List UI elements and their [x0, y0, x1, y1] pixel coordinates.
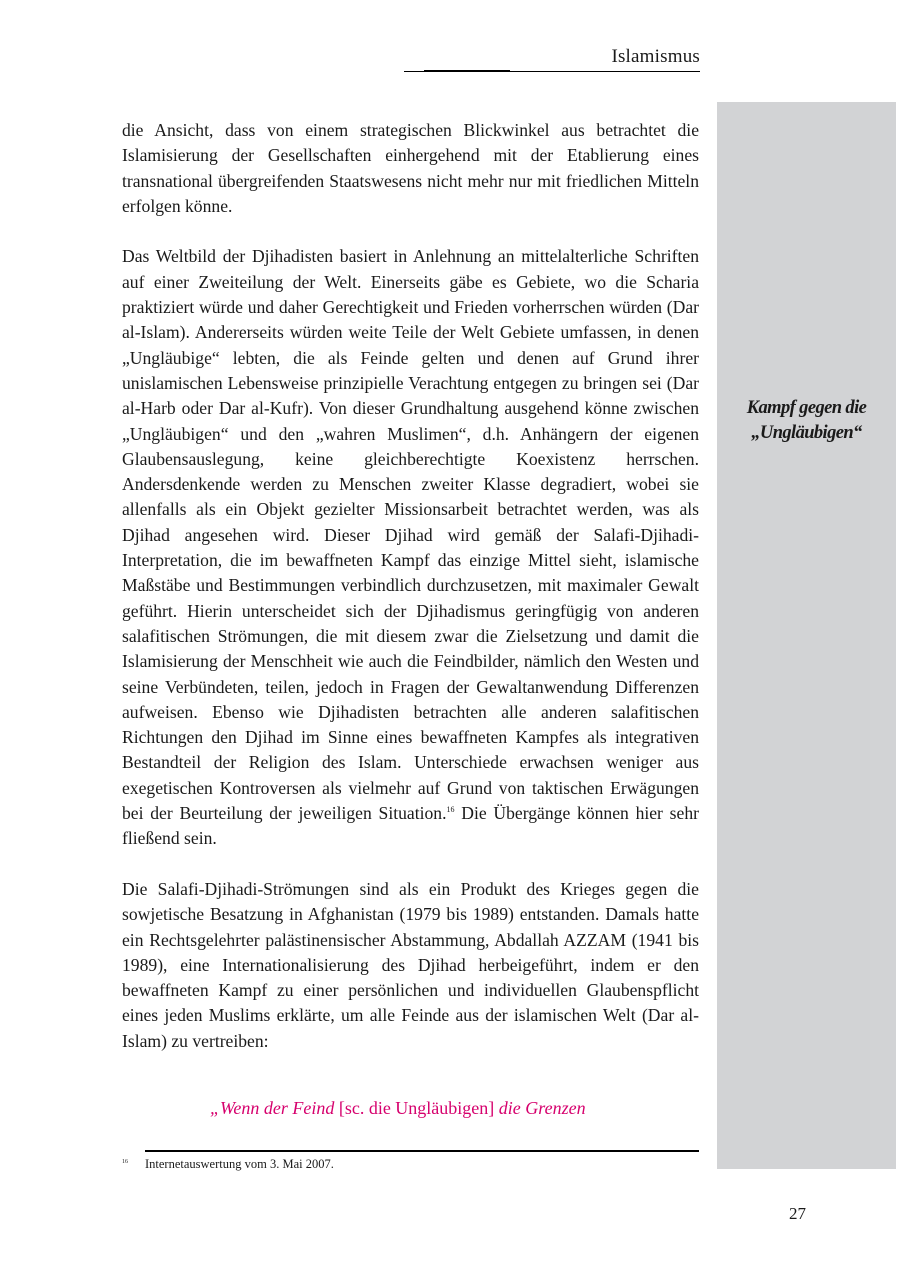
- margin-note: [717, 396, 896, 446]
- paragraph-2-text: Das Weltbild der Djihadisten basiert in Anlehnung an mittelalterliche Schriften auf einer Zweiteilung der Welt. Einerseits gäbe es Gebiete, wo die Scharia praktiziert würde und daher Gerechtigkeit und Frieden vorherrschen würden (Dar al-Islam). Andererseits würden weite Teile der Welt Gebiete umfassen, in denen „Ungläubige“ lebten, die als Feinde gelten und denen auf Grund ihrer unislamischen Lebensweise prinzipielle Verachtung entgegen zu bringen sei (Dar al-Harb oder Dar al-Kufr). Von dieser Grundhaltung ausgehend könne zwischen „Ungläubigen“ und den „wahren Muslimen“, d.h. Anhängern der eigenen Glaubensauslegung, keine gleichberechtigte Koexistenz herrschen. Andersdenkende werden zu Menschen zweiter Klasse degradiert, wobei sie allenfalls als ein Objekt gezielter Missionsarbeit betrachtet werden, was als Djihad angesehen wird. Dieser Djihad wird gemäß der Salafi-Djihadi-Interpretation, die im bewaffneten Kampf das einzige Mittel sieht, islamische Maßstäbe und Bestimmungen verbindlich durchzusetzen, mit maximaler Gewalt geführt. Hierin unterscheidet sich der Djihadismus geringfügig von anderen salafitischen Strömungen, die mit diesem zwar die Zielsetzung und damit die Islamisierung der Menschheit wie auch die Feindbilder, nämlich den Westen und seine Verbündeten, teilen, jedoch in Fragen der Gewaltanwendung Differenzen aufweisen. Ebenso wie Djihadisten betrachten alle anderen salafitischen Richtungen den Djihad im Sinne eines bewaffneten Kampfes als integrativen Bestandteil der Religion des Islam. Unterschiede erwachsen weniger aus exegetischen Kontroversen als vielmehr auf Grund von taktischen Erwägungen bei der Beurteilung der jeweiligen Situation.: [122, 246, 699, 824]
- paragraph-1: die Ansicht, dass von einem strategischen Blickwinkel aus betrachtet die Islamisierung der Gesellschaften einhergehend mit der Etablierung eines transnational übergreifenden Staatswesens nicht mehr nur mit friedlichen Mitteln erfolgen könne.: [122, 120, 699, 216]
- quote-part-1: „Wenn der Feind: [210, 1098, 335, 1118]
- footnote-text: Internetauswertung vom 3. Mai 2007.: [145, 1157, 334, 1171]
- margin-note-line-2: „Ungläubigen“: [751, 423, 862, 443]
- page-number: 27: [789, 1204, 806, 1223]
- footnote-number: 16: [122, 1159, 128, 1165]
- running-head: Islamismus: [611, 46, 700, 67]
- margin-column: [717, 102, 896, 1169]
- paragraph-3: Die Salafi-Djihadi-Strömungen sind als ein Produkt des Krieges gegen die sowjetische Besatzung in Afghanistan (1979 bis 1989) entstanden. Damals hatte ein Rechtsgelehrter palästinensischer Abstammung, Abdallah AZZAM (1941 bis 1989), eine Internationalisierung des Djihad herbeigeführt, indem er den bewaffneten Kampf zu einer persönlichen und individuellen Glaubenspflicht eines jeden Muslims erklärte, um alle Feinde aus der islamischen Welt (Dar al-Islam) zu vertreiben:: [122, 878, 699, 1051]
- body-text: [122, 118, 699, 1079]
- paragraph-2: [122, 244, 699, 851]
- footnote: [122, 1157, 334, 1172]
- header-rule-accent: [424, 70, 510, 72]
- paragraph-2-tail: Die Übergänge können hier sehr fließend sein.: [122, 803, 699, 849]
- footnote-reference[interactable]: 16: [446, 805, 455, 815]
- margin-note-line-1: Kampf gegen die: [746, 398, 867, 418]
- block-quote: [210, 1098, 586, 1119]
- footnote-rule: [145, 1150, 699, 1152]
- quote-part-3: die Grenzen: [498, 1098, 586, 1118]
- quote-part-2: [sc. die Ungläubigen]: [334, 1098, 499, 1118]
